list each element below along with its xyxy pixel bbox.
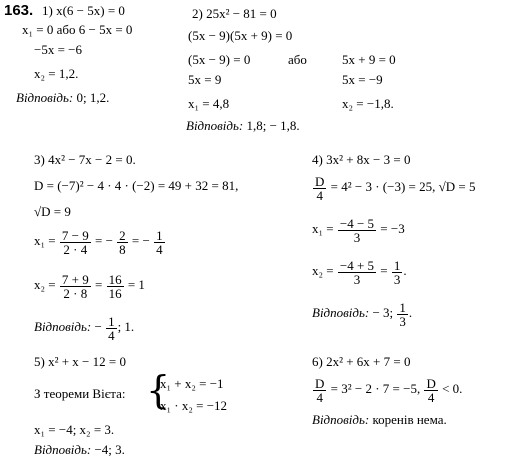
p2-line4a: 5x = 9 xyxy=(188,72,222,87)
p4-x1: x₁ = $\frac{-4 - 5}{3}$ = −3 xyxy=(312,215,405,245)
p5-answer: Відповідь: −4; 3. xyxy=(34,442,125,457)
p2-line3a: (5x − 9) = 0 xyxy=(188,52,251,67)
p6-line1: 6) 2x² + 6x + 7 = 0 xyxy=(312,354,411,369)
p3-answer-frac: $\frac{1}{4}$ xyxy=(108,313,115,343)
p2-answer-value: 1,8; − 1,8. xyxy=(243,118,300,133)
p3-x1-frac2: $\frac{2}{8}$ xyxy=(119,227,126,257)
p5-line1: 5) x² + x − 12 = 0 xyxy=(34,354,126,369)
p1-answer xyxy=(16,90,109,106)
p6-answer: Відповідь: коренів нема. xyxy=(312,412,447,427)
p3-line3: √D = 9 xyxy=(34,204,71,219)
p1-line2: x₁ = 0 або 6 − 5x = 0 xyxy=(22,22,133,37)
p3-x1-lhs: x₁ = xyxy=(34,233,56,248)
p1-line1: 1) x(6 − 5x) = 0 xyxy=(42,3,125,18)
p2-line5a: x₁ = 4,8 xyxy=(188,96,230,111)
p2-line3c: 5x + 9 = 0 xyxy=(342,52,396,67)
p5-vieta-label: З теореми Вієта: xyxy=(34,386,126,401)
p3-x2-frac1: $\frac{7 + 9}{2 \cdot 8}$ xyxy=(61,271,89,301)
p6-disc: $\frac{D}{4}$ = 3² − 2 · 7 = −5, $\frac{D}{4}$ < 0. xyxy=(315,375,463,405)
p5-system-eq2: x₁ · x₂ = −12 xyxy=(160,398,228,413)
p2-line4b: 5x = −9 xyxy=(342,72,383,87)
p4-answer: Відповідь: − 3; $\frac{1}{3}$ . xyxy=(312,299,413,329)
p3-line1: 3) 4x² − 7x − 2 = 0. xyxy=(34,152,136,167)
p1-line3: −5x = −6 xyxy=(34,42,82,57)
system-brace: { xyxy=(146,368,171,412)
answer-label: Відповідь: xyxy=(312,305,370,320)
p4-disc: $\frac{D}{4}$ = 4² − 3 · (−3) = 25, √D = 5 xyxy=(315,173,476,203)
p2-line5b: x₂ = −1,8. xyxy=(342,96,394,111)
p4-x2-frac1: $\frac{-4 + 5}{3}$ xyxy=(339,257,375,287)
p2-line2: (5x − 9)(5x + 9) = 0 xyxy=(188,28,293,43)
p5-system-eq1: x₁ + x₂ = −1 xyxy=(160,376,224,391)
p3-answer: Відповідь: − $\frac{1}{4}$ ; 1. xyxy=(34,313,135,343)
p4-x1-frac: $\frac{-4 - 5}{3}$ xyxy=(339,215,375,245)
p4-x2-frac2: $\frac{1}{3}$ xyxy=(393,257,401,287)
p3-x2-lhs: x₂ = xyxy=(34,277,56,292)
p5-roots: x₁ = −4; x₂ = 3. xyxy=(34,422,115,437)
p3-x1: x₁ = $\frac{7 - 9}{2 \cdot 4}$ = − $\frac{2}{8}$ = − $\frac{1}{4}$ xyxy=(34,227,163,257)
answer-label: Відповідь: xyxy=(34,319,92,334)
p3-x2: x₂ = $\frac{7 + 9}{2 \cdot 8}$ = $\frac{16}{16}$ = 1 xyxy=(34,271,145,301)
answer-label: Відповідь: xyxy=(16,90,74,105)
p4-disc-frac: $\frac{D}{4}$ xyxy=(315,173,325,203)
p3-line2: D = (−7)² − 4 · 4 · (−2) = 49 + 32 = 81, xyxy=(34,178,239,193)
p3-x1-frac3: $\frac{1}{4}$ xyxy=(156,227,163,257)
p6-disc-frac: $\frac{D}{4}$ xyxy=(315,375,325,405)
p2-answer xyxy=(186,118,300,134)
p2-line1: 2) 25x² − 81 = 0 xyxy=(192,6,277,21)
p2-line3b: або xyxy=(288,52,307,67)
p3-x1-frac1: $\frac{7 - 9}{2 \cdot 4}$ xyxy=(61,227,89,257)
answer-label: Відповідь: xyxy=(34,442,92,457)
p4-x2: x₂ = $\frac{-4 + 5}{3}$ = $\frac{1}{3}$ . xyxy=(312,257,407,287)
p4-line1: 4) 3x² + 8x − 3 = 0 xyxy=(312,152,411,167)
p3-x2-frac2: $\frac{16}{16}$ xyxy=(108,271,122,301)
answer-label: Відповідь: xyxy=(186,118,244,133)
answer-label: Відповідь: xyxy=(312,412,370,427)
p6-disc-frac2: $\frac{D}{4}$ xyxy=(426,375,436,405)
problem-number: 163. xyxy=(4,2,34,19)
p1-line4: x₂ = 1,2. xyxy=(34,66,79,81)
p1-answer-value: 0; 1,2. xyxy=(73,90,110,105)
p4-answer-frac: $\frac{1}{3}$ xyxy=(399,299,406,329)
